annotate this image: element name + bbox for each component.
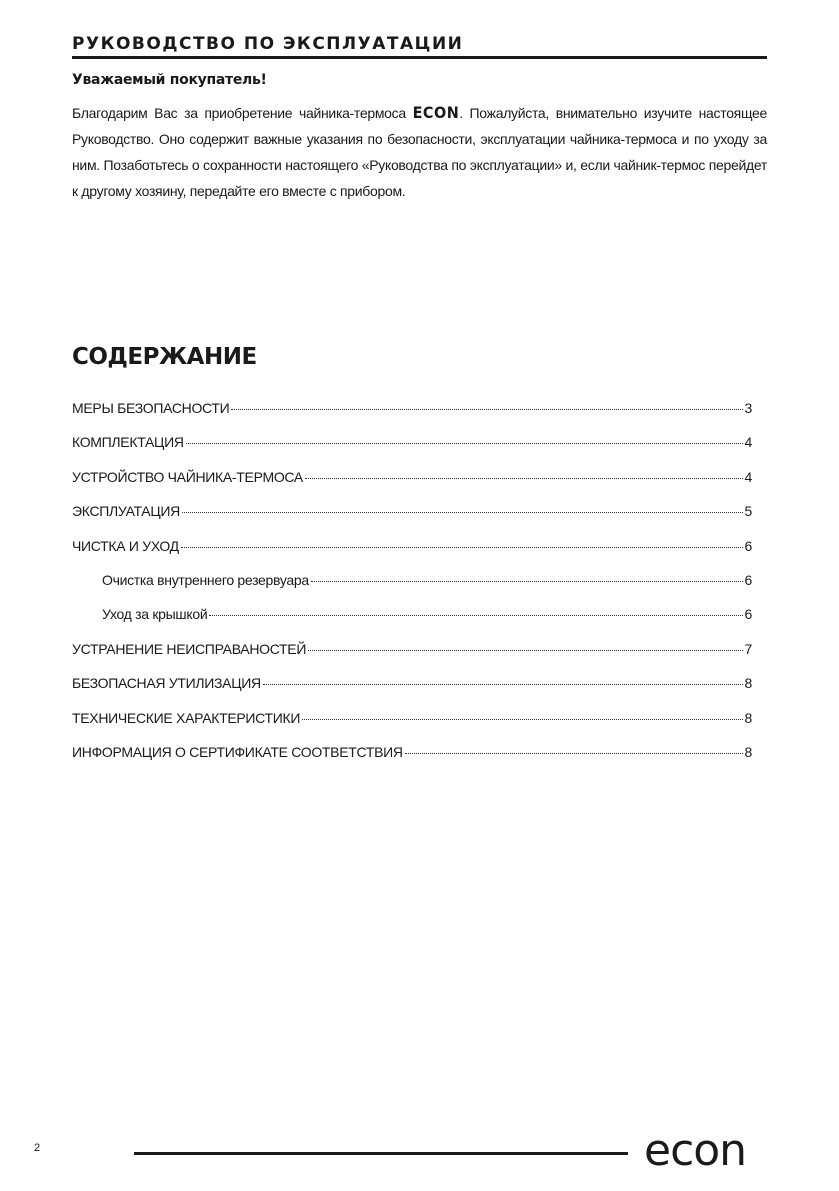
toc-entry[interactable] bbox=[72, 744, 752, 778]
toc-entry-label: КОМПЛЕКТАЦИЯ bbox=[72, 434, 184, 451]
toc-entry-page: 8 bbox=[744, 743, 752, 760]
toc-leader-dots bbox=[405, 753, 743, 754]
toc-entry[interactable] bbox=[72, 400, 752, 434]
toc-entry[interactable] bbox=[72, 469, 752, 503]
toc-entry-label: ЭКСПЛУАТАЦИЯ bbox=[72, 503, 180, 520]
toc-entry-label: ЧИСТКА И УХОД bbox=[72, 537, 179, 554]
intro-paragraph bbox=[72, 100, 767, 204]
toc-entry-page: 7 bbox=[744, 640, 752, 657]
toc-entry[interactable] bbox=[72, 503, 752, 537]
toc-entry-label: БЕЗОПАСНАЯ УТИЛИЗАЦИЯ bbox=[72, 675, 261, 692]
toc-entry-page: 6 bbox=[744, 606, 752, 623]
toc-leader-dots bbox=[186, 443, 743, 444]
toc-entry[interactable] bbox=[72, 434, 752, 468]
toc-entry-page: 8 bbox=[744, 709, 752, 726]
econ-logo-text: econ bbox=[644, 1130, 747, 1170]
toc-entry[interactable] bbox=[72, 675, 752, 709]
brand-name: ECON bbox=[412, 103, 460, 122]
toc-entry-page: 3 bbox=[744, 400, 752, 416]
manual-title: РУКОВОДСТВО ПО ЭКСПЛУАТАЦИИ bbox=[72, 34, 464, 54]
toc-entry-label: УСТРОЙСТВО ЧАЙНИКА-ТЕРМОСА bbox=[72, 468, 303, 485]
toc-subentry[interactable] bbox=[72, 606, 752, 640]
econ-logo-graphic bbox=[644, 1130, 770, 1170]
toc-leader-dots bbox=[311, 581, 743, 582]
intro-text-rest: . Пожалуйста, внимательно изучите настоящее Руководство. Оно содержит важные указания по безопасности, эксплуатации чайника-термоса и по уходу за ним. Позаботьтесь о сохранности настоящего «Руководства по эксплуатации» и, если чайник-термос перейдет к другому хозяину, передайте его вместе с прибором. bbox=[72, 105, 767, 199]
toc-entry-page: 4 bbox=[744, 468, 752, 485]
toc-entry[interactable] bbox=[72, 538, 752, 572]
intro-text-start: Благодарим Вас за приобретение чайника-термоса bbox=[72, 105, 413, 121]
toc-entry-label: УСТРАНЕНИЕ НЕИСПРАВАНОСТЕЙ bbox=[72, 640, 307, 657]
toc-entry-label: Уход за крышкой bbox=[102, 606, 208, 623]
toc-leader-dots bbox=[302, 719, 742, 720]
toc-entry-page: 8 bbox=[744, 675, 752, 692]
toc-leader-dots bbox=[209, 615, 742, 616]
toc-leader-dots bbox=[231, 409, 742, 410]
toc-leader-dots bbox=[263, 684, 743, 685]
toc-leader-dots bbox=[305, 478, 743, 479]
toc-entry-label: МЕРЫ БЕЗОПАСНОСТИ bbox=[72, 400, 230, 416]
toc-entry-page: 6 bbox=[744, 537, 752, 554]
toc-subentry[interactable] bbox=[72, 572, 752, 606]
toc-entry[interactable] bbox=[72, 710, 752, 744]
page-number: 2 bbox=[34, 1142, 41, 1154]
toc-title: СОДЕРЖАНИЕ bbox=[72, 344, 257, 370]
toc-leader-dots bbox=[308, 650, 742, 651]
footer-divider bbox=[134, 1152, 628, 1155]
toc-entry-label: ИНФОРМАЦИЯ О СЕРТИФИКАТЕ СООТВЕТСТВИЯ bbox=[72, 743, 403, 760]
toc-entry-label: ТЕХНИЧЕСКИЕ ХАРАКТЕРИСТИКИ bbox=[72, 709, 301, 726]
toc-entry-page: 6 bbox=[744, 571, 752, 588]
toc-entry-label: Очистка внутреннего резервуара bbox=[102, 571, 309, 588]
toc-leader-dots bbox=[182, 512, 743, 513]
toc-entry-page: 5 bbox=[744, 503, 752, 520]
toc-leader-dots bbox=[181, 547, 743, 548]
greeting-heading: Уважаемый покупатель! bbox=[72, 72, 267, 88]
toc-entry[interactable] bbox=[72, 641, 752, 675]
econ-logo-icon bbox=[644, 1130, 770, 1175]
page-header bbox=[72, 34, 767, 59]
toc-entry-page: 4 bbox=[744, 434, 752, 451]
table-of-contents bbox=[72, 400, 752, 778]
